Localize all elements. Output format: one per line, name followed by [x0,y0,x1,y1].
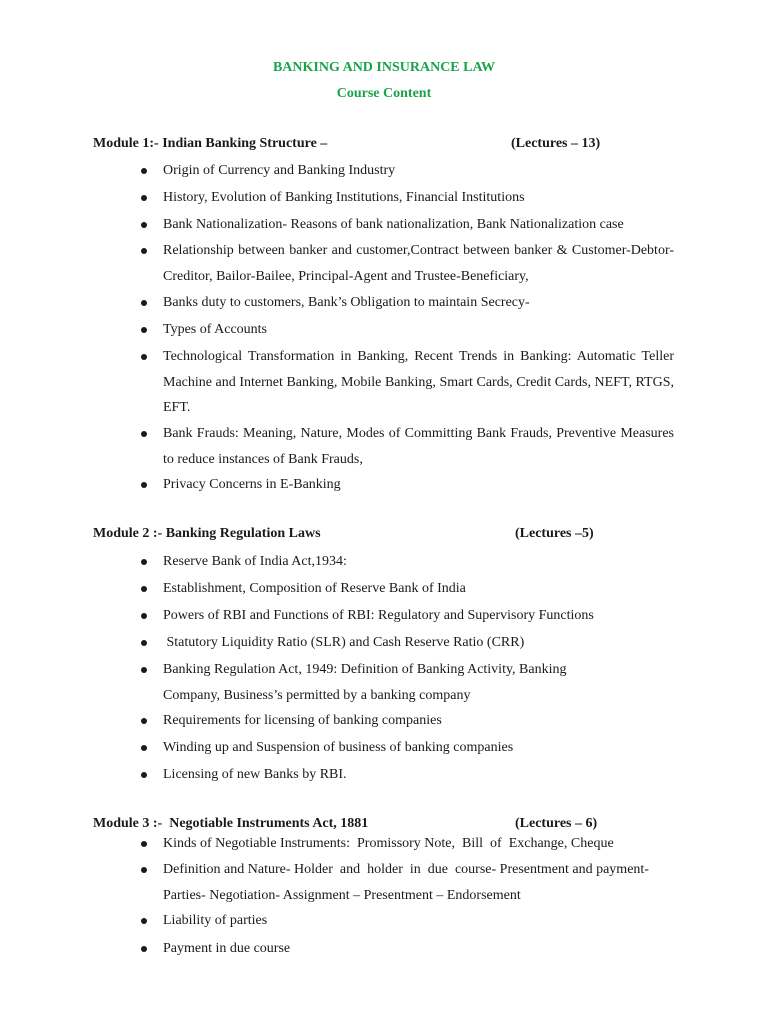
module-2-item: Reserve Bank of India Act,1934: [163,554,347,569]
module-2-item: Winding up and Suspension of business of banking companies [163,740,514,755]
module-3-item: Kinds of Negotiable Instruments: Promissory Note, Bill of Exchange, Cheque [163,836,614,851]
bullet-icon [141,195,147,201]
bullet-icon [141,168,147,174]
bullet-icon [141,482,147,488]
module-2-item: Statutory Liquidity Ratio (SLR) and Cash Reserve Ratio (CRR) [163,635,525,650]
module-2-heading: Module 2 :- Banking Regulation Laws [93,526,321,541]
module-3-item: Payment in due course [163,941,291,956]
module-1-lectures: (Lectures – 13) [511,136,601,151]
bullet-icon [141,613,147,619]
bullet-icon [141,841,147,847]
module-1-item: Relationship between banker and customer,Contract between banker & Customer-Debtor-Creditor, Bailor-Bailee, Principal-Agent and Trustee-Beneficiary, [163,243,674,284]
bullet-icon [141,327,147,333]
module-1-item: Bank Frauds: Meaning, Nature, Modes of Committing Bank Frauds, Preventive Measures to reduce instances of Bank Frauds, [163,426,674,467]
module-1-item: Origin of Currency and Banking Industry [163,163,396,178]
module-3-item: Definition and Nature- Holder and holder in due course- Presentment and payment- Parties- Negotiation- Assignment – Presentment – Endorsement [163,862,653,903]
bullet-icon [141,354,147,360]
bullet-icon [141,640,147,646]
module-2-item: Licensing of new Banks by RBI. [163,767,347,782]
module-2-item: Requirements for licensing of banking companies [163,713,442,728]
module-3-item: Liability of parties [163,913,268,928]
module-2-item: Establishment, Composition of Reserve Bank of India [163,581,466,596]
bullet-icon [141,431,147,437]
bullet-icon [141,222,147,228]
document-subtitle: Course Content [336,86,432,101]
module-2-item: Banking Regulation Act, 1949: Definition of Banking Activity, Banking Company, Business’s permitted by a banking company [163,662,567,703]
module-1-item: Privacy Concerns in E-Banking [163,477,341,492]
bullet-icon [141,559,147,565]
module-1-item: Technological Transformation in Banking, Recent Trends in Banking: Automatic Teller Machine and Internet Banking, Mobile Banking, Smart Cards, Credit Cards, NEFT, RTGS, EFT. [163,349,674,415]
bullet-icon [141,586,147,592]
module-1-item: Banks duty to customers, Bank’s Obligation to maintain Secrecy- [163,295,530,310]
bullet-icon [141,772,147,778]
module-1-item: History, Evolution of Banking Institutions, Financial Institutions [163,190,525,205]
bullet-icon [141,745,147,751]
module-1-item: Bank Nationalization- Reasons of bank nationalization, Bank Nationalization case [163,217,624,232]
module-1-item: Types of Accounts [163,322,268,337]
bullet-icon [141,946,147,952]
document-title: BANKING AND INSURANCE LAW [272,60,496,75]
bullet-icon [141,867,147,873]
bullet-icon [141,918,147,924]
bullet-icon [141,300,147,306]
module-3-heading: Module 3 :- Negotiable Instruments Act, 1881 [93,816,369,831]
module-3-lectures: (Lectures – 6) [515,816,598,831]
bullet-icon [141,718,147,724]
module-1-heading: Module 1:- Indian Banking Structure – [93,136,328,151]
module-2-lectures: (Lectures –5) [515,526,594,541]
bullet-icon [141,667,147,673]
bullet-icon [141,248,147,254]
module-2-item: Powers of RBI and Functions of RBI: Regulatory and Supervisory Functions [163,608,594,623]
